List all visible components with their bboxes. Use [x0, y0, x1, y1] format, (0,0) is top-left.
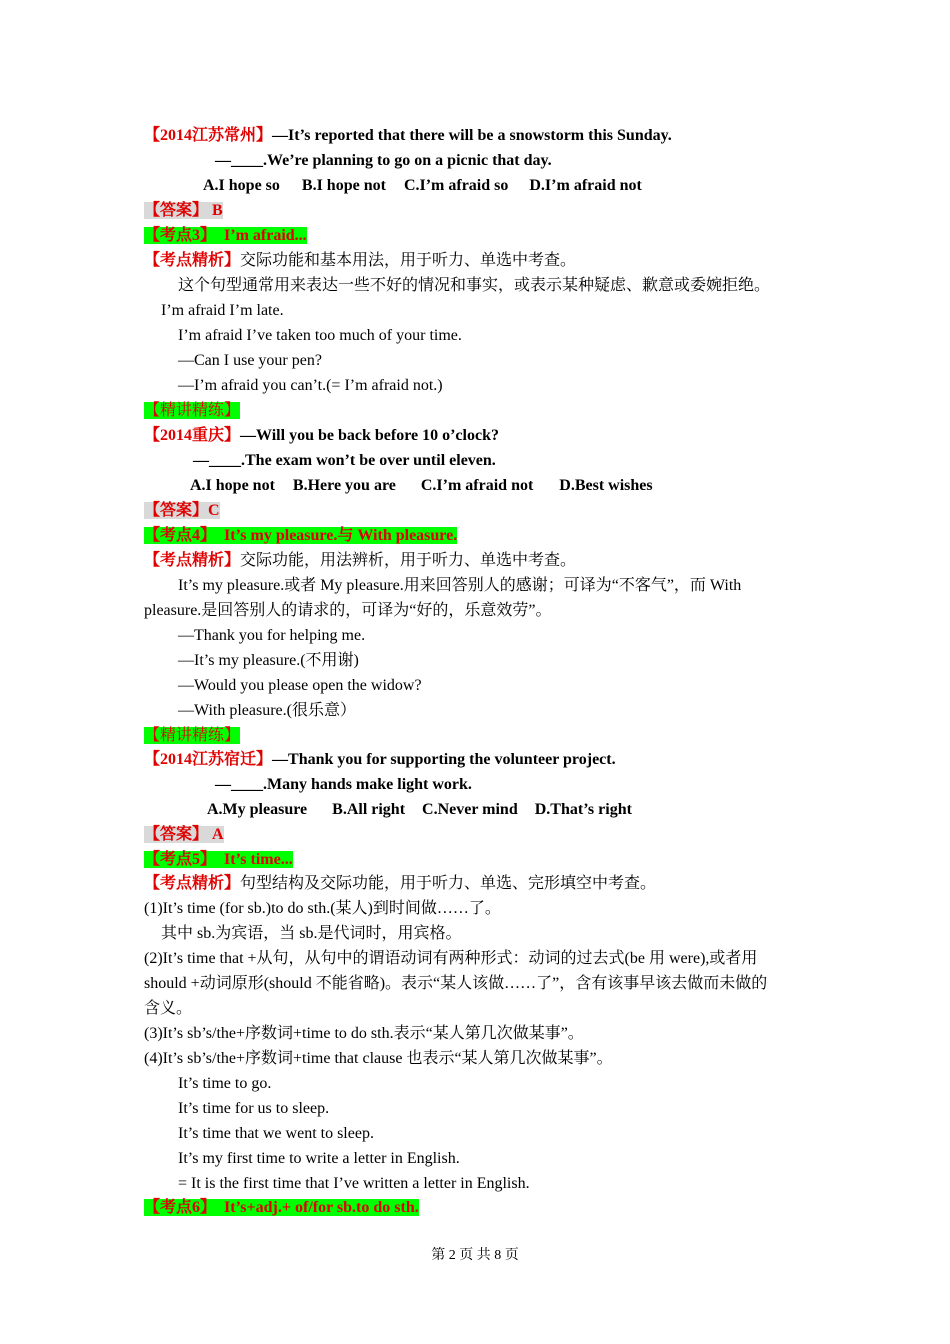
- q1-option-a: A.I hope so: [203, 177, 280, 194]
- kp6-label: 【考点6】: [144, 1199, 217, 1216]
- q3-option-d: D.That’s right: [534, 801, 632, 818]
- q3-line2: —____.Many hands make light work.: [215, 776, 472, 793]
- kp4-practice-label: 【精讲精练】: [144, 727, 241, 744]
- kp4-analysis-text: 交际功能，用法辨析，用于听力、单选中考查。: [240, 552, 577, 569]
- q1-option-d: D.I’m afraid not: [529, 177, 642, 194]
- kp4-title: It’s my pleasure.与 With pleasure.: [224, 527, 458, 544]
- q1-option-b: B.I hope not: [301, 177, 386, 194]
- q3-answer-value: A: [212, 826, 224, 843]
- kp4-example: —It’s my pleasure.(不用谢): [178, 652, 359, 669]
- kp5-point-1: (1)It’s time (for sb.)to do sth.(某人)到时间做……了。: [144, 900, 501, 917]
- kp4-heading: [144, 526, 457, 546]
- q1-line2: —____.We’re planning to go on a picnic that day.: [215, 152, 552, 169]
- kp5-analysis-label: 【考点精析】: [144, 875, 241, 892]
- q2-stem-line: [144, 426, 499, 446]
- kp3-title: I’m afraid...: [224, 227, 307, 244]
- kp4-example: —With pleasure.(很乐意）: [178, 702, 356, 719]
- q3-options: [207, 800, 632, 820]
- q1-source: 【2014江苏常州】: [144, 127, 273, 144]
- kp3-heading: [144, 226, 307, 246]
- q2-source: 【2014重庆】: [144, 427, 241, 444]
- q2-option-d: D.Best wishes: [559, 477, 653, 494]
- kp3-example: —I’m afraid you can’t.(= I’m afraid not.): [178, 377, 443, 394]
- q2-answer-value: C: [208, 502, 220, 519]
- kp5-analysis: [144, 874, 656, 894]
- q1-line1: —It’s reported that there will be a snowstorm this Sunday.: [272, 127, 672, 144]
- kp6-title: It’s+adj.+ of/for sb.to do sth.: [224, 1199, 419, 1216]
- q1-stem-line: [144, 126, 672, 146]
- q1-option-c: C.I’m afraid so: [403, 177, 509, 194]
- kp3-analysis: [144, 251, 576, 271]
- kp3-practice-label: 【精讲精练】: [144, 402, 241, 419]
- kp4-analysis: [144, 551, 576, 571]
- kp5-example: It’s time for us to sleep.: [178, 1100, 330, 1117]
- q1-answer: [144, 201, 223, 221]
- kp3-example: I’m afraid I’m late.: [161, 302, 284, 319]
- q3-stem-line: [144, 750, 616, 770]
- kp5-point-2-line1: (2)It’s time that +从句，从句中的谓语动词有两种形式：动词的过去式(be 用 were),或者用: [144, 950, 758, 967]
- q2-answer-label: 【答案】: [144, 502, 209, 519]
- q3-line1: —Thank you for supporting the volunteer project.: [272, 751, 616, 768]
- kp4-analysis-label: 【考点精析】: [144, 552, 241, 569]
- q2-line1: —Will you be back before 10 o’clock?: [240, 427, 499, 444]
- kp4-label: 【考点4】: [144, 527, 217, 544]
- q1-answer-value: B: [212, 202, 223, 219]
- kp5-analysis-text: 句型结构及交际功能，用于听力、单选、完形填空中考查。: [240, 875, 657, 892]
- kp3-desc: 这个句型通常用来表达一些不好的情况和事实，或表示某种疑虑、歉意或委婉拒绝。: [178, 277, 771, 294]
- kp3-example: —Can I use your pen?: [178, 352, 322, 369]
- kp5-example: It’s time that we went to sleep.: [178, 1125, 374, 1142]
- kp3-example: I’m afraid I’ve taken too much of your time.: [178, 327, 462, 344]
- q2-option-a: A.I hope not: [190, 477, 275, 494]
- kp5-point-2-line3: 含义。: [144, 1000, 193, 1017]
- kp6-heading: [144, 1198, 419, 1218]
- q3-option-a: A.My pleasure: [207, 801, 308, 818]
- q2-answer: [144, 501, 220, 521]
- kp5-title: It’s time...: [224, 851, 293, 868]
- q3-option-c: C.Never mind: [422, 801, 518, 818]
- kp3-analysis-label: 【考点精析】: [144, 252, 241, 269]
- kp5-point-1-note: 其中 sb.为宾语，当 sb.是代词时，用宾格。: [161, 925, 462, 942]
- kp5-example: = It is the first time that I’ve written a letter in English.: [178, 1175, 530, 1192]
- kp4-desc-line2: pleasure.是回答别人的请求的，可译为“好的，乐意效劳”。: [144, 602, 552, 619]
- kp4-example: —Thank you for helping me.: [178, 627, 366, 644]
- q1-options: [203, 176, 642, 196]
- kp3-analysis-text: 交际功能和基本用法，用于听力、单选中考查。: [240, 252, 577, 269]
- q3-source: 【2014江苏宿迁】: [144, 751, 273, 768]
- q3-option-b: B.All right: [332, 801, 406, 818]
- q3-answer-label: 【答案】: [144, 826, 209, 843]
- kp5-label: 【考点5】: [144, 851, 217, 868]
- kp5-example: It’s time to go.: [178, 1075, 272, 1092]
- q3-answer: [144, 825, 224, 845]
- kp4-example: —Would you please open the widow?: [178, 677, 422, 694]
- q2-options: [190, 476, 653, 496]
- kp4-desc-line1: It’s my pleasure.或者 My pleasure.用来回答别人的感谢；可译为“不客气”，而 With: [178, 577, 742, 594]
- kp5-example: It’s my first time to write a letter in English.: [178, 1150, 460, 1167]
- kp5-heading: [144, 850, 293, 870]
- q2-option-b: B.Here you are: [292, 477, 396, 494]
- kp3-label: 【考点3】: [144, 227, 217, 244]
- kp5-point-2-line2: should +动词原形(should 不能省略)。表示“某人该做……了”，含有该事早该去做而未做的: [144, 975, 768, 992]
- page-footer: 第 2 页 共 8 页: [431, 1248, 519, 1263]
- kp5-point-4: (4)It’s sb’s/the+序数词+time that clause 也表示“某人第几次做某事”。: [144, 1050, 613, 1067]
- q1-answer-label: 【答案】: [144, 202, 209, 219]
- kp5-point-3: (3)It’s sb’s/the+序数词+time to do sth.表示“某人第几次做某事”。: [144, 1025, 584, 1042]
- q2-line2: —____.The exam won’t be over until eleven.: [193, 452, 496, 469]
- q2-option-c: C.I’m afraid not: [420, 477, 534, 494]
